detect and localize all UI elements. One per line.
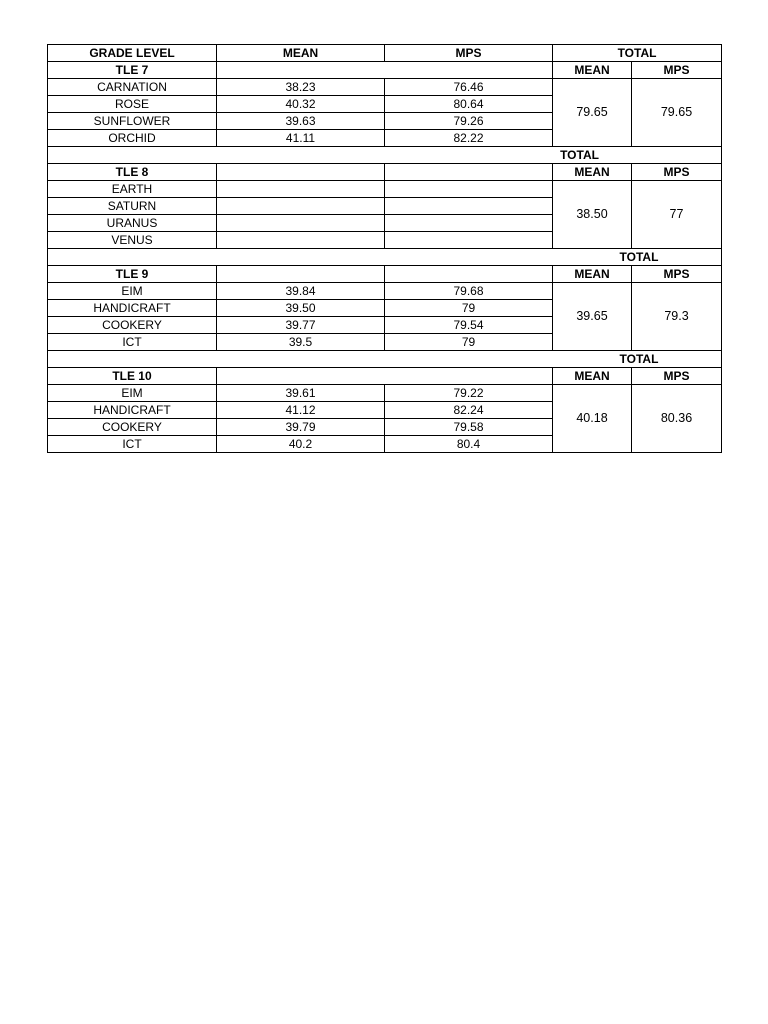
total-mean-label: MEAN: [553, 62, 632, 79]
header-mean: MEAN: [217, 45, 385, 62]
row-name: EARTH: [48, 181, 217, 198]
row-mean: 40.32: [217, 96, 385, 113]
empty-cell: [217, 164, 385, 181]
row-mps: [385, 198, 553, 215]
row-name: ICT: [48, 334, 217, 351]
table-row: [48, 79, 722, 96]
row-mps: 79.54: [385, 317, 553, 334]
total-mean-label: MEAN: [553, 266, 632, 283]
row-name: COOKERY: [48, 317, 217, 334]
row-mps: 79.68: [385, 283, 553, 300]
row-name: SUNFLOWER: [48, 113, 217, 130]
header-row: [48, 45, 722, 62]
row-name: VENUS: [48, 232, 217, 249]
total-mps-label: MPS: [632, 62, 722, 79]
row-mean: 40.2: [217, 436, 385, 453]
total-mean-value: 79.65: [553, 79, 632, 147]
total-mps-value: 79.65: [632, 79, 722, 147]
row-name: ROSE: [48, 96, 217, 113]
row-mps: 80.4: [385, 436, 553, 453]
row-mps: [385, 232, 553, 249]
header-grade-level: GRADE LEVEL: [48, 45, 217, 62]
section-total-label: [48, 249, 722, 266]
total-mean-value: 40.18: [553, 385, 632, 453]
table-row: [48, 283, 722, 300]
row-mean: [217, 215, 385, 232]
row-mps: 76.46: [385, 79, 553, 96]
section-total-row: [48, 351, 722, 368]
table-row: [48, 385, 722, 402]
total-mps-value: 77: [632, 181, 722, 249]
row-mean: 38.23: [217, 79, 385, 96]
total-mps-label: MPS: [632, 164, 722, 181]
row-name: CARNATION: [48, 79, 217, 96]
row-mps: 79.22: [385, 385, 553, 402]
total-mean-value: 38.50: [553, 181, 632, 249]
row-mean: 39.61: [217, 385, 385, 402]
row-mps: 79.26: [385, 113, 553, 130]
section-total-label: [48, 351, 722, 368]
row-mps: 79: [385, 300, 553, 317]
total-mps-value: 80.36: [632, 385, 722, 453]
row-name: ICT: [48, 436, 217, 453]
row-name: HANDICRAFT: [48, 300, 217, 317]
row-mean: [217, 232, 385, 249]
header-mps: MPS: [385, 45, 553, 62]
empty-cell: [217, 266, 385, 283]
row-mean: 41.11: [217, 130, 385, 147]
row-mean: 39.84: [217, 283, 385, 300]
section-title-row: [48, 266, 722, 283]
row-mean: [217, 181, 385, 198]
row-mean: 39.79: [217, 419, 385, 436]
empty-cell: [385, 266, 553, 283]
row-name: ORCHID: [48, 130, 217, 147]
section-title: TLE 9: [48, 266, 217, 283]
section-title-row: [48, 62, 722, 79]
total-mps-label: MPS: [632, 266, 722, 283]
section-title-row: [48, 368, 722, 385]
row-mps: 79.58: [385, 419, 553, 436]
row-name: EIM: [48, 283, 217, 300]
empty-cell: [217, 62, 553, 79]
table-row: [48, 181, 722, 198]
row-mean: 41.12: [217, 402, 385, 419]
row-mean: 39.63: [217, 113, 385, 130]
grade-summary-table: [47, 44, 722, 453]
row-name: SATURN: [48, 198, 217, 215]
header-total: TOTAL: [553, 45, 722, 62]
row-name: COOKERY: [48, 419, 217, 436]
row-mps: [385, 181, 553, 198]
section-title-row: [48, 164, 722, 181]
total-mps-value: 79.3: [632, 283, 722, 351]
section-title: TLE 8: [48, 164, 217, 181]
row-mps: [385, 215, 553, 232]
row-mps: 79: [385, 334, 553, 351]
section-title: TLE 7: [48, 62, 217, 79]
row-mean: [217, 198, 385, 215]
row-name: EIM: [48, 385, 217, 402]
total-mean-label: MEAN: [553, 368, 632, 385]
row-mean: 39.50: [217, 300, 385, 317]
total-mps-label: MPS: [632, 368, 722, 385]
row-name: HANDICRAFT: [48, 402, 217, 419]
total-mean-value: 39.65: [553, 283, 632, 351]
row-name: URANUS: [48, 215, 217, 232]
section-total-row: [48, 249, 722, 266]
section-total-row: [48, 147, 722, 164]
row-mps: 82.24: [385, 402, 553, 419]
row-mean: 39.77: [217, 317, 385, 334]
section-total-text: TOTAL: [619, 249, 659, 264]
section-title: TLE 10: [48, 368, 217, 385]
row-mps: 80.64: [385, 96, 553, 113]
empty-cell: [217, 368, 553, 385]
row-mps: 82.22: [385, 130, 553, 147]
empty-cell: [385, 164, 553, 181]
row-mean: 39.5: [217, 334, 385, 351]
section-total-label: TOTAL: [48, 147, 722, 164]
section-total-text: TOTAL: [619, 351, 659, 366]
total-mean-label: MEAN: [553, 164, 632, 181]
